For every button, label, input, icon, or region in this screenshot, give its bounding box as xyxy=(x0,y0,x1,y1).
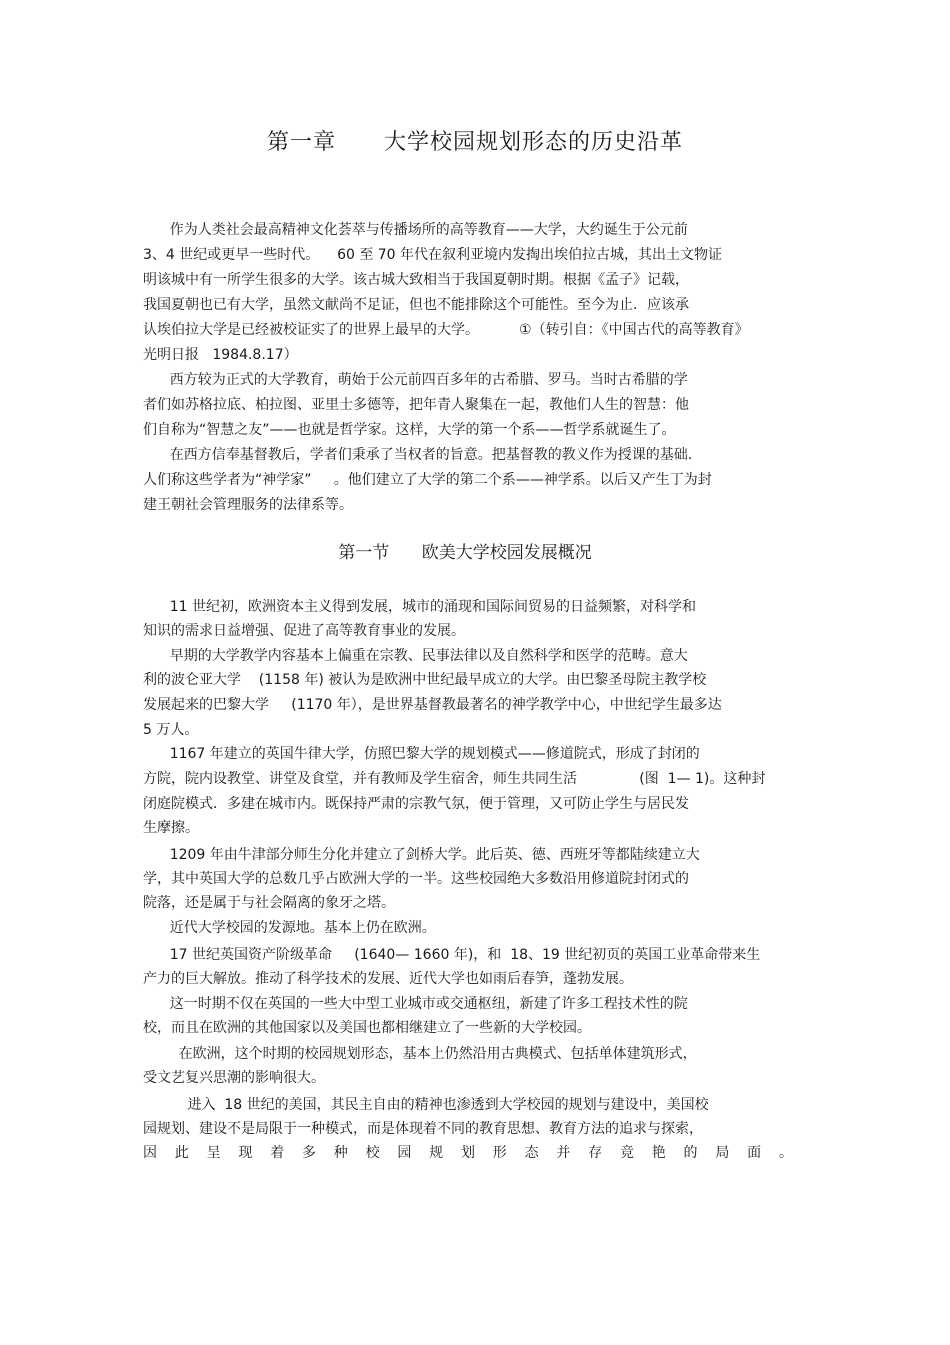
char: 竞 xyxy=(619,1145,634,1161)
paragraph-line: 生摩擦。 xyxy=(143,820,199,836)
paragraph-line: 5 万人。 xyxy=(143,722,199,738)
paragraph-line: 在西方信奉基督教后，学者们秉承了当权者的旨意。把基督教的教义作为授课的基础. xyxy=(143,447,693,463)
paragraph-line: 利的波仑亚大学 (1158 年) 被认为是欧洲中世纪最早成立的大学。由巴黎圣母院主教学校 xyxy=(143,672,707,688)
paragraph-line: 建王朝社会管理服务的法律系等。 xyxy=(143,497,353,513)
paragraph-line: 在欧洲，这个时期的校园规划形态，基本上仍然沿用古典模式、包括单体建筑形式， xyxy=(143,1046,697,1062)
char: 并 xyxy=(556,1145,571,1161)
paragraph-line: 进入 18 世纪的美国，其民主自由的精神也渗透到大学校园的规划与建设中，美国校 xyxy=(143,1097,709,1113)
paragraph-line: 者们如苏格拉底、柏拉图、亚里士多德等，把年青人聚集在一起，教他们人生的智慧：他 xyxy=(143,397,689,413)
char: 存 xyxy=(588,1145,603,1161)
justified-final-line xyxy=(143,1143,793,1163)
paragraph-line: 知识的需求日益增强、促进了高等教育事业的发展。 xyxy=(143,623,465,639)
char: 多 xyxy=(301,1145,316,1161)
paragraph-line: 受文艺复兴思潮的影响很大。 xyxy=(143,1070,325,1086)
paragraph-line: 1167 年建立的英国牛律大学，仿照巴黎大学的规划模式——修道院式，形成了封闭的 xyxy=(143,746,700,762)
paragraph-line: 明该城中有一所学生很多的大学。该古城大致相当于我国夏朝时期。根据《孟子》记载， xyxy=(143,272,689,288)
paragraph-line: 西方较为正式的大学教育，萌始于公元前四百多年的古希腊、罗马。当时古希腊的学 xyxy=(143,372,688,388)
char: 艳 xyxy=(651,1145,666,1161)
paragraph-line: 学，其中英国大学的总数几乎占欧洲大学的一半。这些校园绝大多数沿用修道院封闭式的 xyxy=(143,871,689,887)
paragraph-line: 近代大学校园的发源地。基本上仍在欧洲。 xyxy=(143,920,436,936)
paragraph-line: 产力的巨大解放。推动了科学技术的发展、近代大学也如雨后春笋，蓬勃发展。 xyxy=(143,971,633,987)
char: 此 xyxy=(174,1145,189,1161)
char: 的 xyxy=(683,1145,698,1161)
paragraph-line: 们自称为“智慧之友”——也就是哲学家。这样，大学的第一个系——哲学系就诞生了。 xyxy=(143,422,676,438)
paragraph-line: 园规划、建设不是局限于一种模式，而是体现着不同的教育思想、教育方法的追求与探索， xyxy=(143,1121,703,1137)
paragraph-line: 人们称这些学者为“神学家” 。他们建立了大学的第二个系——神学系。以后又产生丁为封 xyxy=(143,472,712,488)
paragraph-line: 1209 年由牛津部分师生分化并建立了剑桥大学。此后英、德、西班牙等都陆续建立大 xyxy=(143,847,700,863)
paragraph-line: 发展起来的巴黎大学 (1170 年），是世界基督教最著名的神学教学中心，中世纪学生最多达 xyxy=(143,697,722,713)
paragraph-line: 这一时期不仅在英国的一些大中型工业城市或交通枢纽，新建了许多工程技术性的院 xyxy=(143,996,688,1012)
paragraph-line: 3、4 世纪或更早一些时代。 60 至 70 年代在叙利亚境内发掏出埃伯拉古城，其出土文物证 xyxy=(143,247,723,263)
char: 态 xyxy=(524,1145,539,1161)
char: 规 xyxy=(429,1145,444,1161)
char: 划 xyxy=(460,1145,475,1161)
char: 。 xyxy=(778,1145,793,1161)
char: 呈 xyxy=(206,1145,221,1161)
paragraph-line: 闭庭院模式．多建在城市内。既保持严肃的宗教气氛，便于管理，又可防止学生与居民发 xyxy=(143,796,689,812)
paragraph-line: 光明日报 1984.8.17） xyxy=(143,347,298,363)
char: 因 xyxy=(143,1145,157,1161)
char: 局 xyxy=(715,1145,730,1161)
paragraph-line: 早期的大学教学内容基本上偏重在宗教、民事法律以及自然科学和医学的范畴。意大 xyxy=(143,648,688,664)
paragraph-line: 17 世纪英国资产阶级革命 (1640— 1660 年)，和 18、19 世纪初页的英国工业革命带来生 xyxy=(143,947,761,963)
paragraph-line: 作为人类社会最高精神文化荟萃与传播场所的高等教育——大学，大约诞生于公元前 xyxy=(143,222,688,238)
char: 面 xyxy=(747,1145,762,1161)
chapter-title: 第一章 大学校园规划形态的历史沿革 xyxy=(267,130,683,155)
paragraph-line: 方院，院内设教堂、讲堂及食堂，并有教师及学生宿舍，师生共同生活 (图 1— 1)。这种封 xyxy=(143,771,766,787)
char: 形 xyxy=(492,1145,507,1161)
paragraph-line: 校，而且在欧洲的其他国家以及美国也都相继建立了一些新的大学校园。 xyxy=(143,1020,591,1036)
paragraph-line: 院落，还是属于与社会隔离的象牙之塔。 xyxy=(143,895,395,911)
char: 种 xyxy=(333,1145,348,1161)
char: 园 xyxy=(397,1145,412,1161)
section-title: 第一节 欧美大学校园发展概况 xyxy=(338,543,592,563)
paragraph-line: 11 世纪初，欧洲资本主义得到发展，城市的涌现和国际间贸易的日益频繁，对科学和 xyxy=(143,599,696,615)
char: 校 xyxy=(365,1145,380,1161)
paragraph-line: 我国夏朝也已有大学，虽然文献尚不足证，但也不能排除这个可能性。至今为止．应该承 xyxy=(143,297,689,313)
char: 现 xyxy=(238,1145,253,1161)
char: 着 xyxy=(270,1145,285,1161)
paragraph-line: 认埃伯拉大学是已经被校证实了的世界上最早的大学。 ①（转引自：《中国古代的高等教育》 xyxy=(143,322,749,338)
